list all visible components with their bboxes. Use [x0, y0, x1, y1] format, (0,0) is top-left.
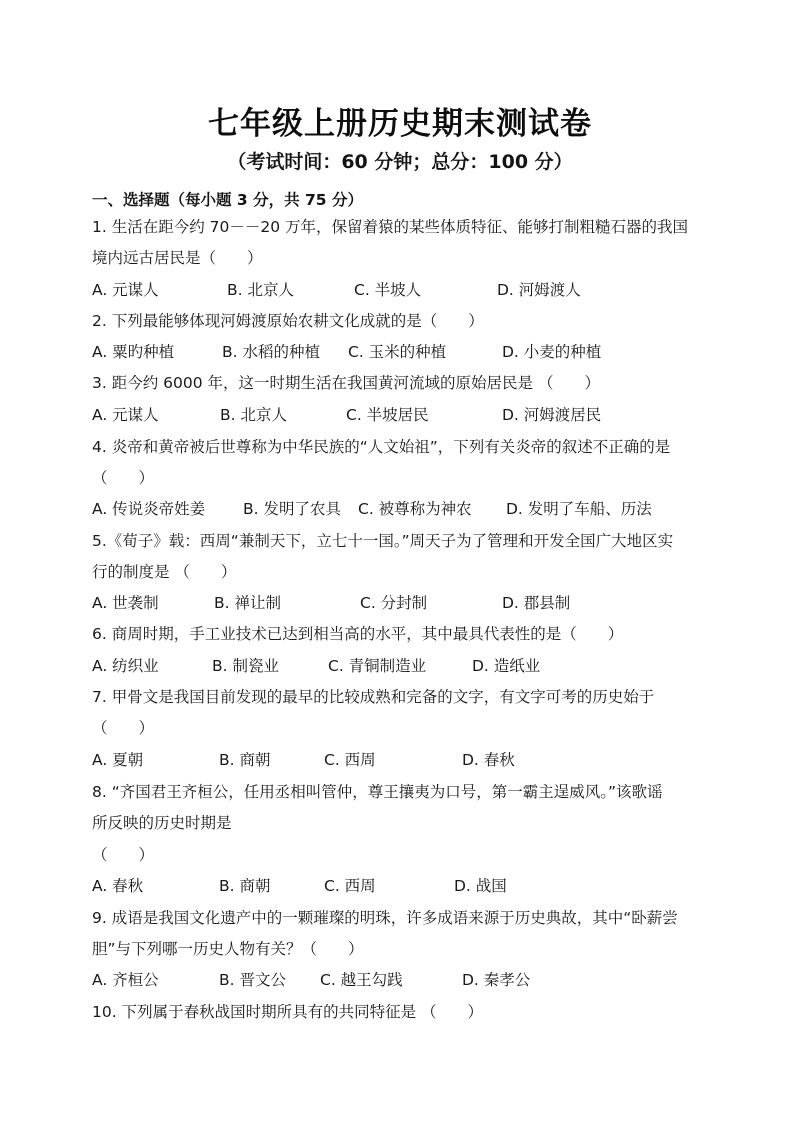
option-a: A. 传说炎帝姓姜: [92, 500, 206, 518]
option-a: A. 纺织业: [92, 657, 159, 675]
option-d: D. 小麦的种植: [502, 343, 602, 361]
question-1-line-2: 境内远古居民是（ ）: [92, 249, 263, 267]
option-d: D. 春秋: [462, 751, 515, 769]
page-title: 七年级上册历史期末测试卷: [208, 106, 592, 142]
question-4-line-1: 4. 炎帝和黄帝被后世尊称为中华民族的“人文始祖”，下列有关炎帝的叙述不正确的是: [92, 438, 671, 456]
option-a: A. 春秋: [92, 877, 144, 895]
option-b: B. 制瓷业: [212, 657, 279, 675]
option-a: A. 夏朝: [92, 751, 144, 769]
question-8-line-1: 8. “齐国君王齐桓公，任用丞相叫管仲，尊王攘夷为口号，第一霸主逞威风。”该歌谣: [92, 783, 663, 801]
question-3-options: [92, 405, 732, 425]
option-a: A. 齐桓公: [92, 971, 159, 989]
option-d: D. 发明了车船、历法: [506, 500, 652, 518]
option-a: A. 粟旳种植: [92, 343, 175, 361]
option-b: B. 晋文公: [219, 971, 286, 989]
option-d: D. 秦孝公: [462, 971, 531, 989]
question-5-line-1: 5.《荀子》载：西周“兼制天下，立七十一国。”周天子为了管理和开发全国广大地区实: [92, 532, 674, 550]
option-a: A. 世袭制: [92, 594, 159, 612]
option-c: C. 西周: [324, 877, 376, 895]
option-b: B. 北京人: [220, 406, 287, 424]
question-6-line-1: 6. 商周时期，手工业技术已达到相当高的水平，其中最具代表性的是（ ）: [92, 625, 624, 643]
question-1-options: [92, 280, 732, 300]
option-b: B. 禅让制: [214, 594, 281, 612]
question-9-line-2: 胆”与下列哪一历史人物有关？（ ）: [92, 940, 364, 958]
option-d: D. 造纸业: [472, 657, 541, 675]
exam-info: （考试时间：60 分钟；总分：100 分）: [227, 151, 573, 173]
question-4-line-2: （ ）: [92, 469, 155, 487]
option-c: C. 越王勾践: [320, 971, 403, 989]
option-b: B. 商朝: [219, 751, 271, 769]
option-b: B. 水稻的种植: [222, 343, 320, 361]
option-c: C. 被尊称为神农: [358, 500, 472, 518]
question-7-options: [92, 750, 732, 770]
question-5-options: [92, 593, 732, 613]
question-10-line-1: 10. 下列属于春秋战国时期所具有的共同特征是 （ ）: [92, 1003, 484, 1021]
question-9-line-1: 9. 成语是我国文化遗产中的一颗璀璨的明珠，许多成语来源于历史典故，其中“卧薪尝: [92, 909, 678, 927]
option-a: A. 元谋人: [92, 406, 159, 424]
option-c: C. 半坡居民: [346, 406, 429, 424]
question-7-line-2: （ ）: [92, 719, 155, 737]
option-c: C. 西周: [324, 751, 376, 769]
option-c: C. 青铜制造业: [328, 657, 427, 675]
question-2-line-1: 2. 下列最能够体现河姆渡原始农耕文化成就的是（ ）: [92, 312, 484, 330]
option-d: D. 战国: [454, 877, 507, 895]
question-3-line-1: 3. 距今约 6000 年，这一时期生活在我国黄河流域的原始居民是 （ ）: [92, 374, 600, 392]
question-1-line-1: 1. 生活在距今约 70－－20 万年，保留着猿的某些体质特征、能够打制粗糙石器的我国: [92, 218, 689, 236]
question-8-line-2: 所反映的历史时期是: [92, 814, 232, 832]
question-4-options: [92, 499, 732, 519]
option-d: D. 郡县制: [502, 594, 571, 612]
question-6-options: [92, 656, 732, 676]
question-9-options: [92, 970, 732, 990]
option-c: C. 半坡人: [354, 281, 422, 299]
question-8-line-3: （ ）: [92, 846, 155, 864]
section-heading: 一、选择题（每小题 3 分，共 75 分）: [92, 191, 363, 209]
option-b: B. 商朝: [219, 877, 271, 895]
option-b: B. 北京人: [227, 281, 294, 299]
option-a: A. 元谋人: [92, 281, 159, 299]
question-8-options: [92, 876, 732, 896]
option-c: C. 玉米的种植: [348, 343, 447, 361]
question-7-line-1: 7. 甲骨文是我国目前发现的最早的比较成熟和完备的文字，有文字可考的历史始于: [92, 688, 655, 706]
option-c: C. 分封制: [360, 594, 428, 612]
option-d: D. 河姆渡人: [497, 281, 581, 299]
question-5-line-2: 行的制度是 （ ）: [92, 563, 237, 581]
question-2-options: [92, 342, 732, 362]
option-b: B. 发明了农具: [243, 500, 341, 518]
option-d: D. 河姆渡居民: [502, 406, 602, 424]
